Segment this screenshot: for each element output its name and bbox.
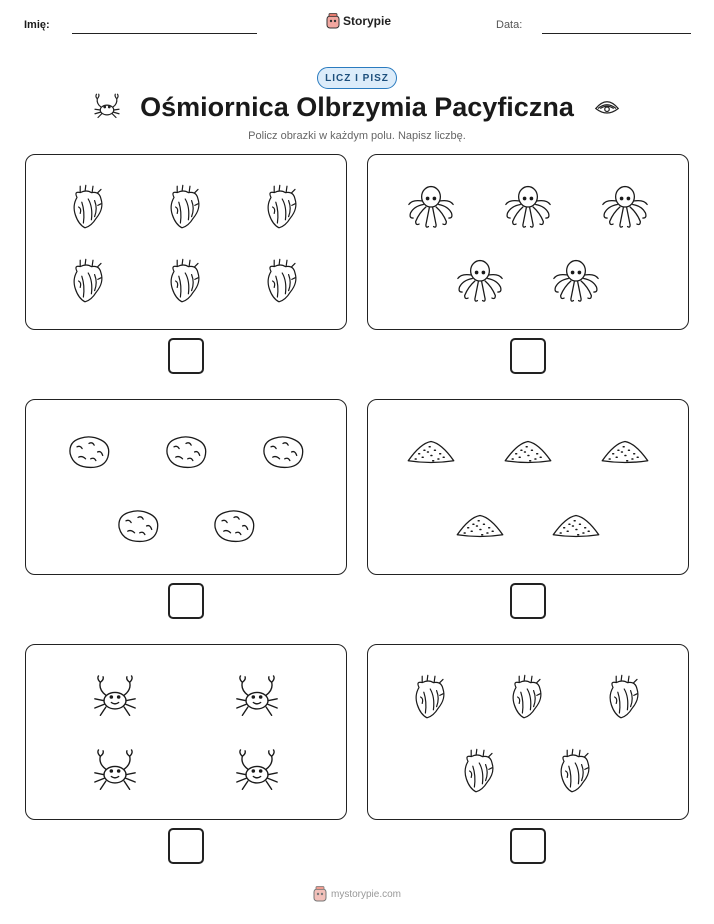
rock-icon (162, 433, 210, 476)
octopus-icon (405, 184, 457, 235)
name-label: Imię: (24, 19, 50, 31)
rock-icon (210, 507, 258, 550)
name-line[interactable] (72, 33, 257, 34)
page-title: Ośmiornica Olbrzymia Pacyficzna (140, 91, 574, 122)
heart-icon (166, 257, 206, 310)
answer-box-4[interactable] (510, 583, 546, 619)
heart-icon (411, 673, 451, 726)
heart-icon (556, 747, 596, 800)
answer-box-5[interactable] (168, 828, 204, 864)
crab-icon (92, 92, 122, 122)
heart-icon (69, 257, 109, 310)
sand-icon (453, 512, 507, 545)
answer-box-6[interactable] (510, 828, 546, 864)
answer-box-2[interactable] (510, 338, 546, 374)
count-panel-6 (367, 644, 689, 820)
count-panel-2 (367, 154, 689, 330)
title-row (0, 90, 714, 124)
heart-icon (605, 673, 645, 726)
sand-icon (501, 438, 555, 471)
crab-icon (231, 749, 283, 798)
rock-icon (114, 507, 162, 550)
brand-name: Storypie (343, 14, 392, 28)
footer (0, 886, 714, 902)
heart-icon (508, 673, 548, 726)
heart-icon (69, 183, 109, 236)
sand-icon (404, 438, 458, 471)
crab-icon (231, 675, 283, 724)
crab-icon (89, 749, 141, 798)
date-label: Data: (496, 19, 523, 31)
sand-icon (598, 438, 652, 471)
octopus-icon (502, 184, 554, 235)
storypie-footer-icon (313, 886, 327, 902)
instructions: Policz obrazki w każdym polu. Napisz liczbę. (248, 130, 466, 142)
date-line[interactable] (542, 33, 691, 34)
heart-icon (263, 257, 303, 310)
heart-icon (263, 183, 303, 236)
footer-url[interactable]: mystorypie.com (330, 888, 401, 900)
count-panel-3 (25, 399, 347, 575)
brand-logo (326, 13, 391, 29)
octopus-icon (550, 258, 602, 309)
octopus-icon (454, 258, 506, 309)
sand-icon (549, 512, 603, 545)
rock-icon (65, 433, 113, 476)
rock-icon (259, 433, 307, 476)
heart-icon (166, 183, 206, 236)
octopus-icon (599, 184, 651, 235)
answer-box-1[interactable] (168, 338, 204, 374)
activity-badge: LICZ I PISZ (317, 67, 397, 89)
count-panel-5 (25, 644, 347, 820)
answer-box-3[interactable] (168, 583, 204, 619)
heart-icon (460, 747, 500, 800)
count-panel-4 (367, 399, 689, 575)
clam-shell-icon (592, 92, 622, 122)
crab-icon (89, 675, 141, 724)
storypie-logo-icon (326, 13, 340, 29)
